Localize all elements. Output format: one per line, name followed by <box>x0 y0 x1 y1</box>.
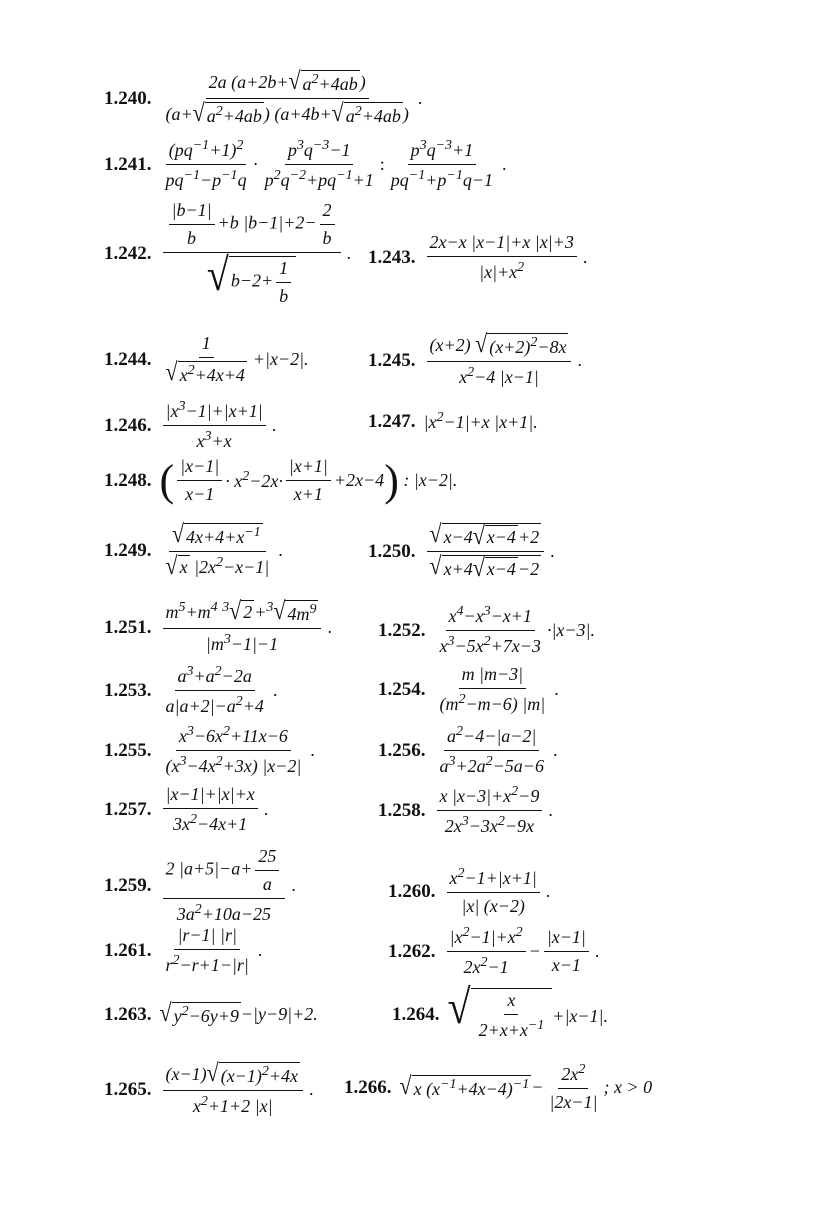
problem-1-251: 1.251. $m^5+m^4$ $^3$ √ 2 +$^3$ √ $4m^9$ $|m^3-1|-1$ . <box>104 595 332 654</box>
problem-number: 1.250. <box>368 540 416 562</box>
problem-number: 1.252. <box>378 619 426 641</box>
problem-1-263: 1.263. √ $y^2-6y+9$ −|y−9|+2. <box>104 997 318 1027</box>
problem-number: 1.240. <box>104 87 152 109</box>
problem-1-259: 1.259. 2 |a+5|−a+ $\frac{25}{a}$ $3a^2+10a-25$ . <box>104 846 296 924</box>
problem-number: 1.254. <box>378 678 426 700</box>
problem-1-257: 1.257. $\frac{|x-1|+|x|+x}{3x^2-4x+1}$ . <box>104 784 269 834</box>
problem-number: 1.253. <box>104 679 152 701</box>
problem-number: 1.263. <box>104 1003 152 1025</box>
problem-number: 1.245. <box>368 349 416 371</box>
problem-number: 1.261. <box>104 939 152 961</box>
problem-1-260: 1.260. $\frac{x^2-1+|x+1|}{|x| (x-2)}$ . <box>388 866 551 916</box>
problem-number: 1.256. <box>378 739 426 761</box>
problem-number: 1.258. <box>378 799 426 821</box>
problem-number: 1.251. <box>104 616 152 638</box>
problem-number: 1.244. <box>104 348 152 370</box>
problem-number: 1.257. <box>104 798 152 820</box>
problem-number: 1.243. <box>368 246 416 268</box>
problem-1-245: 1.245. (x+2) √ $(x+2)^2-8x$ $x^2-4$ |x−1| . <box>368 328 582 387</box>
problem-number: 1.264. <box>392 1003 440 1025</box>
problem-number: 1.266. <box>344 1076 392 1098</box>
problem-1-262: 1.262. $\frac{|x^2-1|+x^2}{2x^2-1}$ − $\frac{|x-1|}{x-1}$ . <box>388 925 600 977</box>
problem-number: 1.259. <box>104 874 152 896</box>
problem-1-265: 1.265. (x−1) √ $(x-1)^2+4x$ $x^2+1+2$ |x| . <box>104 1057 314 1116</box>
problem-1-248: 1.248. ( $\frac{|x-1|}{x-1}$ · $x^2-2x\cdot$ $\frac{|x+1|}{x+1}$ +2x−4 ) : |x−2|. <box>104 455 458 505</box>
problem-1-246: 1.246. $\frac{|x^3-1|+|x+1|}{x^3+x}$ . <box>104 399 277 451</box>
problem-number: 1.241. <box>104 153 152 175</box>
problem-1-243: 1.243. $\frac{2x-x |x-1|+x |x|+3}{|x|+x^2}$ . <box>368 232 588 282</box>
problem-1-254: 1.254. $\frac{m |m-3|}{(m^2-m-6) |m|}$ . <box>378 664 559 714</box>
problem-number: 1.255. <box>104 739 152 761</box>
problem-1-266: 1.266. √ x $(x^{-1}+4x-4)^{-1}$ − $\frac{2x^2}{|2x-1|}$ ; x > 0 <box>344 1062 653 1112</box>
problem-1-241: 1.241. $\frac{(pq^{-1}+1)^2}{pq^{-1}-p^{-1}q}$ · $\frac{p^3q^{-3}-1}{p^2q^{-2}+pq^{-1}+1}$ : $\frac{p^3q^{-3}+1}{pq^{-1}+p^{-1}q-1}$ . <box>104 138 507 190</box>
problem-1-249: 1.249. √ $4x+4+x^{-1}$ √ x $|2x^2-x-1|$ . <box>104 518 283 580</box>
problem-1-247: 1.247. $|x^2-1|+x$ |x+1|. <box>368 410 538 432</box>
problem-1-252: 1.252. $\frac{x^4-x^3-x+1}{x^3-5x^2+7x-3}$ ·|x−3|. <box>378 604 595 656</box>
problem-1-255: 1.255. $\frac{x^3-6x^2+11x-6}{(x^3-4x^2+3x) |x-2|}$ . <box>104 724 315 776</box>
problem-1-242: 1.242. $\frac{|b-1|}{b}$ +b |b−1|+2− $\frac{2}{b}$ √ b−2+ $\frac{1}{b}$ . <box>104 200 352 306</box>
problem-1-264: 1.264. √ $\frac{x}{2+x+x^{-1}}$ +|x−1|. <box>392 981 608 1040</box>
problem-number: 1.242. <box>104 242 152 264</box>
problem-1-261: 1.261. $\frac{|r-1| |r|}{r^2-r+1-|r|}$ . <box>104 925 263 975</box>
fraction: 2a (a+2b+ √ $a^2+4ab$ ) (a+ √ $a^2+4ab$ ) (a+4b+ √ $a^2+4ab$ ) <box>165 65 409 127</box>
problem-number: 1.246. <box>104 414 152 436</box>
problem-1-253: 1.253. $\frac{a^3+a^2-2a}{a|a+2|-a^2+4}$ . <box>104 664 278 716</box>
problem-1-244: 1.244. 1 √ $x^2+4x+4$ +|x−2|. <box>104 333 309 386</box>
problem-number: 1.260. <box>388 880 436 902</box>
problem-1-256: 1.256. $\frac{a^2-4-|a-2|}{a^3+2a^2-5a-6}$ . <box>378 724 558 776</box>
problem-number: 1.262. <box>388 940 436 962</box>
problem-number: 1.247. <box>368 410 416 432</box>
problem-1-240: 1.240. 2a (a+2b+ √ $a^2+4ab$ ) (a+ √ $a^2+4ab$ ) (a+4b+ √ $a^2+4ab$ ) . <box>104 65 423 127</box>
problem-number: 1.265. <box>104 1078 152 1100</box>
problem-1-258: 1.258. $\frac{x |x-3|+x^2-9}{2x^3-3x^2-9x}$ . <box>378 784 553 836</box>
problem-number: 1.248. <box>104 469 152 491</box>
problem-1-250: 1.250. √ x−4 √ x−4 +2 √ x+4 √ x−4 −2 . <box>368 518 555 582</box>
problem-number: 1.249. <box>104 539 152 561</box>
